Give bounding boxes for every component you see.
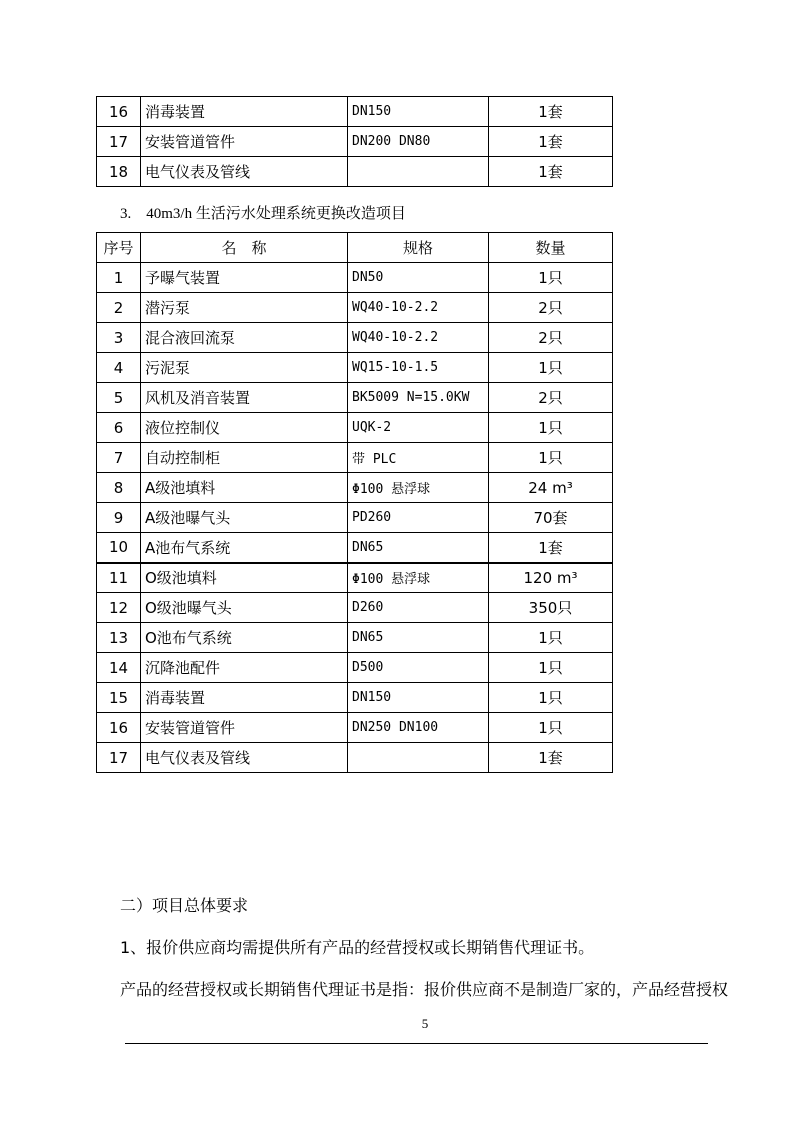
- item-name: 自动控制柜: [141, 443, 348, 473]
- section-number: 3.: [120, 206, 132, 222]
- row-number: 1: [97, 263, 141, 293]
- header-qty: 数量: [489, 233, 613, 263]
- row-number: 6: [97, 413, 141, 443]
- item-name: 安装管道管件: [141, 127, 348, 157]
- row-number: 15: [97, 683, 141, 713]
- item-name: 电气仪表及管线: [141, 743, 348, 773]
- row-number: 18: [97, 157, 141, 187]
- item-name: 予曝气装置: [141, 263, 348, 293]
- row-number: 16: [97, 97, 141, 127]
- row-number: 12: [97, 593, 141, 623]
- row-number: 5: [97, 383, 141, 413]
- item-spec: DN50: [348, 263, 489, 293]
- item-spec: WQ40-10-2.2: [348, 323, 489, 353]
- item-spec: DN250 DN100: [348, 713, 489, 743]
- item-spec: [348, 157, 489, 187]
- item-qty: 70套: [489, 503, 613, 533]
- item-qty: 1只: [489, 263, 613, 293]
- table-row: [97, 563, 613, 593]
- item-qty: 2只: [489, 293, 613, 323]
- item-name: A级池填料: [141, 473, 348, 503]
- table-row: [97, 503, 613, 533]
- item-name: 潜污泵: [141, 293, 348, 323]
- row-number: 8: [97, 473, 141, 503]
- table-row: [97, 383, 613, 413]
- item-spec: DN150: [348, 97, 489, 127]
- item-qty: 1套: [489, 127, 613, 157]
- requirement-item-2: 产品的经营授权或长期销售代理证书是指：报价供应商不是制造厂家的，产品经营授权: [120, 980, 729, 999]
- row-number: 3: [97, 323, 141, 353]
- requirement-item-1: 1、报价供应商均需提供所有产品的经营授权或长期销售代理证书。: [120, 938, 595, 957]
- item-qty: 1只: [489, 683, 613, 713]
- row-number: 4: [97, 353, 141, 383]
- item-spec: Φ100 悬浮球: [348, 563, 489, 593]
- row-number: 17: [97, 743, 141, 773]
- table-row: [97, 323, 613, 353]
- item-spec: DN65: [348, 533, 489, 563]
- item-spec: DN65: [348, 623, 489, 653]
- sewage-equipment-table: [96, 232, 613, 773]
- item-name: 沉降池配件: [141, 653, 348, 683]
- section-3-heading: [120, 202, 406, 223]
- table-row: [97, 413, 613, 443]
- item-spec: [348, 743, 489, 773]
- table-row: [97, 293, 613, 323]
- row-number: 13: [97, 623, 141, 653]
- item-name: A池布气系统: [141, 533, 348, 563]
- table-row: [97, 353, 613, 383]
- item-spec: UQK-2: [348, 413, 489, 443]
- item-qty: 24 m³: [489, 473, 613, 503]
- item-spec: D260: [348, 593, 489, 623]
- item-qty: 2只: [489, 323, 613, 353]
- item-spec: PD260: [348, 503, 489, 533]
- table-row: [97, 443, 613, 473]
- table-row: [97, 533, 613, 563]
- item-name: 液位控制仪: [141, 413, 348, 443]
- table-row: [97, 473, 613, 503]
- item-name: 风机及消音装置: [141, 383, 348, 413]
- row-number: 7: [97, 443, 141, 473]
- row-number: 16: [97, 713, 141, 743]
- item-name: 消毒装置: [141, 97, 348, 127]
- table-row: [97, 127, 613, 157]
- row-number: 14: [97, 653, 141, 683]
- item-qty: 350只: [489, 593, 613, 623]
- table-row: [97, 157, 613, 187]
- item-spec: DN150: [348, 683, 489, 713]
- table-row: [97, 97, 613, 127]
- item-spec: DN200 DN80: [348, 127, 489, 157]
- item-qty: 1套: [489, 97, 613, 127]
- table-row: [97, 263, 613, 293]
- row-number: 17: [97, 127, 141, 157]
- item-qty: 1套: [489, 533, 613, 563]
- item-name: 污泥泵: [141, 353, 348, 383]
- table-row: [97, 743, 613, 773]
- item-qty: 2只: [489, 383, 613, 413]
- table-row: [97, 593, 613, 623]
- item-spec: BK5009 N=15.0KW: [348, 383, 489, 413]
- table-row: [97, 623, 613, 653]
- row-number: 9: [97, 503, 141, 533]
- item-qty: 1只: [489, 623, 613, 653]
- item-qty: 1只: [489, 353, 613, 383]
- item-qty: 1只: [489, 413, 613, 443]
- header-name: 名 称: [141, 233, 348, 263]
- item-qty: 1只: [489, 443, 613, 473]
- footer-divider: [125, 1043, 708, 1044]
- item-name: O池布气系统: [141, 623, 348, 653]
- item-name: 电气仪表及管线: [141, 157, 348, 187]
- item-spec: Φ100 悬浮球: [348, 473, 489, 503]
- item-name: O级池曝气头: [141, 593, 348, 623]
- page-number: 5: [421, 1016, 429, 1031]
- item-name: A级池曝气头: [141, 503, 348, 533]
- item-name: O级池填料: [141, 563, 348, 593]
- item-qty: 1只: [489, 713, 613, 743]
- item-qty: 120 m³: [489, 563, 613, 593]
- item-name: 安装管道管件: [141, 713, 348, 743]
- row-number: 2: [97, 293, 141, 323]
- table-row: [97, 653, 613, 683]
- header-no: 序号: [97, 233, 141, 263]
- table-row: [97, 683, 613, 713]
- table-row: [97, 713, 613, 743]
- item-spec: WQ15-10-1.5: [348, 353, 489, 383]
- item-qty: 1只: [489, 653, 613, 683]
- item-spec: WQ40-10-2.2: [348, 293, 489, 323]
- section-title: 40m3/h 生活污水处理系统更换改造项目: [146, 206, 406, 222]
- item-name: 混合液回流泵: [141, 323, 348, 353]
- item-spec: D500: [348, 653, 489, 683]
- row-number: 11: [97, 563, 141, 593]
- header-spec: 规格: [348, 233, 489, 263]
- item-qty: 1套: [489, 743, 613, 773]
- row-number: 10: [97, 533, 141, 563]
- item-qty: 1套: [489, 157, 613, 187]
- requirements-title: 二）项目总体要求: [120, 896, 249, 915]
- equipment-table-continued: [96, 96, 613, 187]
- table-header-row: [97, 233, 613, 263]
- item-name: 消毒装置: [141, 683, 348, 713]
- item-spec: 带 PLC: [348, 443, 489, 473]
